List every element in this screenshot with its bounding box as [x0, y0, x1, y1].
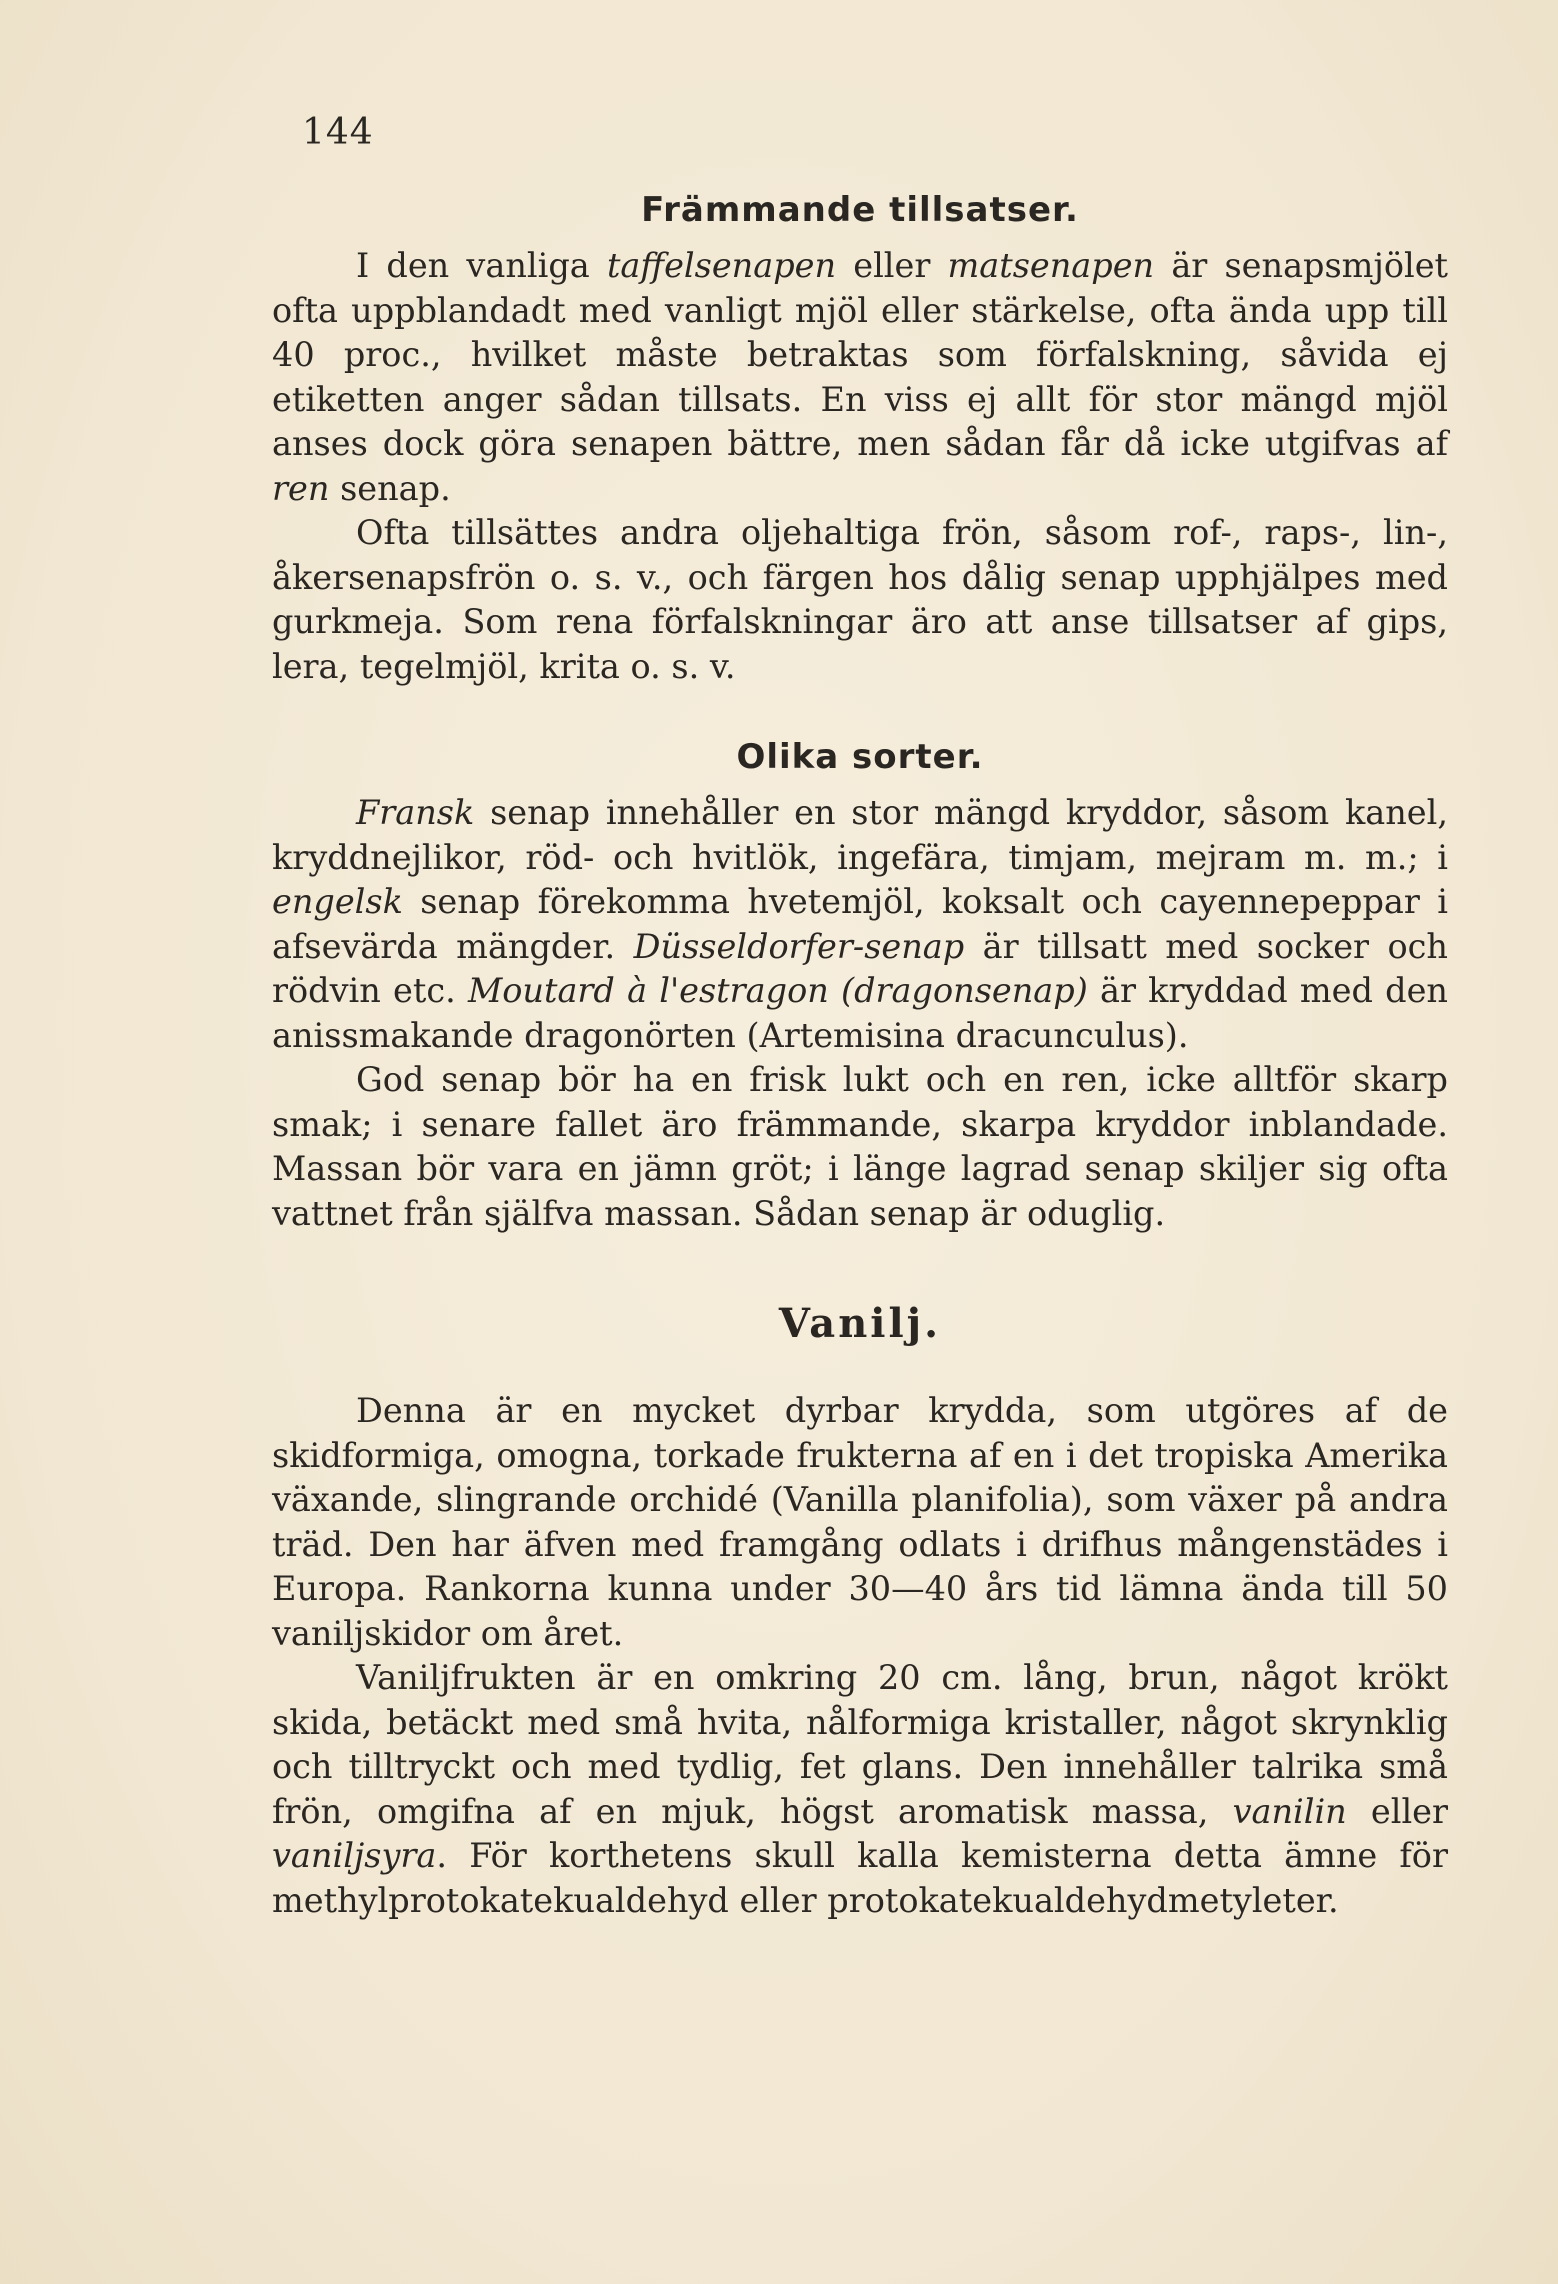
text-column — [272, 190, 1448, 1923]
text-run: Vaniljfrukten är en omkring 20 cm. lång, brun, något krökt skida, betäckt med små hvita, nålformiga kristaller, något skrynklig och tilltryckt och med tydlig, fet glans. Den innehåller talrika små frön, omgifna af en mjuk, högst aromatisk massa, — [272, 1658, 1448, 1831]
paragraph — [272, 244, 1448, 511]
text-run: är kryddad med den anissmakande dragonörten (Artemisina dracunculus). — [272, 971, 1448, 1055]
text-run: . För korthetens skull kalla kemisterna detta ämne för methylprotokatekualdehyd eller protokatekualdehydmetyleter. — [272, 1836, 1448, 1920]
italic-term: taffelsenapen — [606, 246, 837, 285]
text-run: senap. — [329, 468, 451, 508]
page-number: 144 — [302, 112, 374, 153]
heading-olika-sorter: Olika sorter. — [736, 737, 984, 777]
text-run: eller — [1346, 1791, 1448, 1831]
italic-term: Fransk — [356, 793, 475, 832]
text-run: Denna är en mycket dyrbar krydda, som utgöres af de skidformiga, omogna, torkade frukterna af en i det tropiska Amerika växande, slingrande orchidé (Vanilla planifolia), som växer på andra träd. Den har äfven med framgång odlats i drifhus mångenstädes i Europa. Rankorna kunna under 30—40 års tid lämna ända till 50 vaniljskidor om året. — [272, 1391, 1448, 1653]
paragraph — [272, 791, 1448, 1058]
paragraph — [272, 511, 1448, 689]
italic-term: Düsseldorfer-senap — [633, 926, 965, 966]
italic-term: ren — [272, 468, 330, 508]
text-run: är tillsatt med socker och rödvin etc. — [272, 926, 1448, 1010]
text-run: senap innehåller en stor mängd kryddor, såsom kanel, kryddnejlikor, röd- och hvitlök, ingefära, timjam, mejram m. m.; i — [272, 793, 1448, 877]
text-run: senap förekomma hvetemjöl, koksalt och cayennepeppar i afsevärda mängder. — [272, 882, 1448, 966]
heading-vanilj: Vanilj. — [778, 1300, 942, 1347]
italic-term: engelsk — [272, 882, 403, 921]
text-run: är senapsmjölet ofta uppblandadt med vanligt mjöl eller stärkelse, ofta ända upp till 40 proc., hvilket måste betraktas som förfalskning, såvida ej etiketten anger sådan tillsats. En viss ej allt för stor mängd mjöl anses dock göra senapen bättre, men sådan får då icke utgifvas af — [272, 246, 1449, 463]
text-run: eller — [836, 246, 948, 285]
text-run: God senap bör ha en frisk lukt och en ren, icke alltför skarp smak; i senare fallet äro främmande, skarpa kryddor inblandade. Massan bör vara en jämn gröt; i länge lagrad senap skiljer sig ofta vattnet från själfva massan. Sådan senap är oduglig. — [272, 1060, 1448, 1233]
paragraph — [272, 1058, 1448, 1236]
italic-term: Moutard à l'estragon (dragonsenap) — [467, 971, 1088, 1010]
italic-term: matsenapen — [947, 246, 1155, 285]
italic-term: vanilin — [1232, 1791, 1347, 1831]
paragraph — [272, 1656, 1448, 1923]
paragraph — [272, 1389, 1448, 1656]
text-run: I den vanliga — [356, 246, 607, 285]
heading-frammande-tillsatser: Främmande tillsatser. — [641, 190, 1079, 230]
text-run: Ofta tillsättes andra oljehaltiga frön, såsom rof-, raps-, lin-, åkersenapsfrön o. s. v., och färgen hos dålig senap upphjälpes med gurkmeja. Som rena förfalskningar äro att anse tillsatser af gips, lera, tegelmjöl, krita o. s. v. — [272, 513, 1448, 686]
italic-term: vaniljsyra — [272, 1836, 437, 1875]
